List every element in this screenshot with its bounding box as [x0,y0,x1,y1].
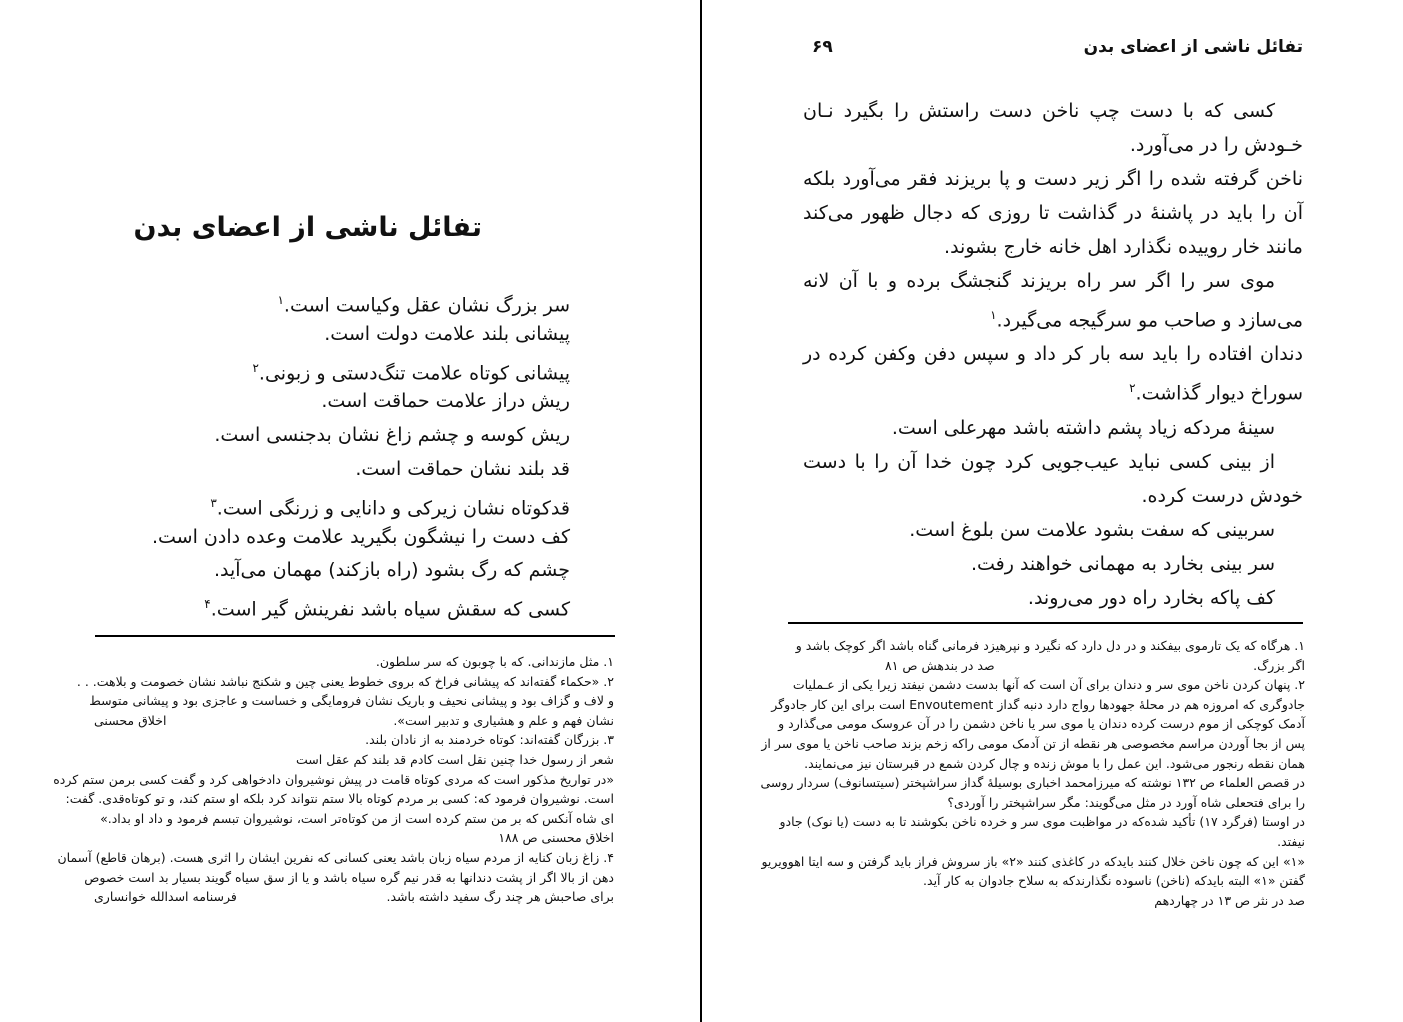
footnote-line: ۱. مثل مازندانی. که با چوبون که سر سلطون. [375,654,614,669]
body-line: کسی که سقش سیاه باشد نفرینش گیر است.$^۴$ [204,597,570,621]
footnote-line: جادوگری که امروزه هم در محلهٔ جهودها رواج دارد دنبه گداز Envoutement است برای این کار جادوگر [771,696,1305,712]
footnote-line: همان نقطه رنجور می‌شود. این عمل را با موش زنده و چال کردن شمع در قبرستان نیز می‌نمایند. [804,755,1305,771]
footnote-divider [788,622,1303,624]
body-line: کف دست را نیشگون بگیرید علامت وعده دادن است. [151,525,570,548]
body-paragraph: سربینی که سفت بشود علامت سن بلوغ است. [909,518,1275,541]
footnote-line: صد در نثر ص ۱۳ در چهاردهم [1154,892,1305,908]
right-body-text [803,94,1303,615]
right-page [702,0,1403,1022]
body-paragraph: دندان افتاده را باید سه بار کر داد و سپس دفن وکفن کرده در سوراخ دیوار گذاشت.$^۲$ [803,343,1303,405]
right-footnotes [760,636,1305,910]
left-page [0,0,700,1022]
footnote-line: در قصص العلماء ص ۱۳۲ نوشته که میرزامحمد اخباری بوسیلهٔ گداز سراشپختر (سیتسانوف) سردار روسی [760,775,1305,791]
body-line: قد بلند نشان حماقت است. [355,457,570,480]
footnote-line: گفتن «۱» البته بایدکه (ناخن) ناسوده نگذارندکه به سلاح جادوان به کار آید. [923,873,1305,889]
footnote-line: آدمک کوچکی از موم درست کرده دندان یا موی سر یا ناخن دشمن را در آن عروسک مومی می‌گذارد و [778,716,1305,732]
footnote-line: و لاف و گزاف بود و پیشانی نحیف و باریک نشان فرومایگی و خساست و عاجزی بود و پیشانی متوسط [89,693,614,709]
footnote-line: ۲. پنهان کردن ناخن موی سر و دندان برای آن است که آنها بدست دشمن نیفتد زیرا یکی از عـملیات [792,677,1305,693]
body-line: ریش کوسه و چشم زاغ نشان بدجنسی است. [214,424,570,447]
page-number: ۶۹ [812,37,833,57]
body-line: پیشانی کوتاه علامت تنگ‌دستی و زبونی.$^۲$ [252,360,570,384]
footnote-source: فرسنامه اسدالله خوانساری [94,889,237,905]
body-paragraph: کسی که با دست چپ ناخن دست راستش را بگیرد نـان خـودش را در می‌آورد. [803,100,1303,156]
footnote-line: دهن از بالا اگر از پشت دندانها به قدر نیم گره سیاه باشد و یا از سق سیاه گویند بسیار بد است خصوص [84,869,614,885]
footnote-line: ۳. بزرگان گفته‌اند: کوتاه خردمند به از نادان بلند. [365,732,614,748]
footnote-source: صد در بندهش ص ۸۱ [885,657,995,673]
footnote-line: نیفتد. [1277,833,1305,849]
footnote-line: ای شاه آنکس که بر من ستم کرده است از من کوتاه‌تر است، نوشیروان تبسم فرمود و داد او بداد.» [100,810,614,826]
footnote-line: ۲. «حکماء گفته‌اند که پیشانی فراخ که بروی خطوط یعنی چین و شکنج نباشد نشان خصومت و بلاهت. . . [76,673,614,689]
footnote-line: پس از بجا آوردن مراسم مخصوصی هر نقطه از تن آدمک مومی راکه زخم بزند صاحب ناخن یا موی سر از [761,735,1305,751]
body-paragraph: سر بینی بخارد به مهمانی خواهند رفت. [970,552,1275,575]
body-paragraph: موی سر را اگر سر راه بریزند گنجشگ برده و با آن لانه می‌سازد و صاحب مو سرگیجه می‌گیرد.$^۱$ [803,270,1303,332]
footnote-line: شعر از رسول خدا چنین نقل است کادم قد بلند کم عقل است [296,751,614,767]
chapter-title: تفائل ناشی از اعضای بدن [133,212,482,243]
left-footnotes [53,652,614,907]
footnote-line: در اوستا (فرگرد ۱۷) تأکید شده‌که در مواظبت موی سر و خرده ناخن بکوشند تا به دست (یا نوک) جادو [779,814,1305,830]
body-line: سر بزرگ نشان عقل وکیاست است.$^۱$ [277,293,570,317]
footnote-line: ۴. زاغ زبان کنایه از مردم سیاه زبان باشد یعنی کسانی که نفرین ایشان را اثری هست. (برهان قاطع) آسمان [57,849,614,865]
body-paragraph: از بینی کسی نباید عیب‌جویی کرد چون خدا آن را با دست خودش درست کرده. [803,450,1303,507]
footnote-line: اخلاق محسنی ص ۱۸۸ [498,830,614,846]
footnote-line: اگر بزرگ. صد در بندهش ص ۸۱ [795,656,1305,676]
footnote-source: اخلاق محسنی [94,712,167,728]
body-line: قدکوتاه نشان زیرکی و دانایی و زرنگی است.$^۳$ [210,495,570,520]
body-line: چشم که رگ بشود (راه بازکند) مهمان می‌آید. [213,559,570,582]
running-header [812,37,1303,61]
footnote-divider [95,635,615,637]
footnote-line: نشان فهم و علم و هشیاری و تدبیر است». اخلاق محسنی [94,711,614,731]
body-paragraph: ناخن گرفته شده را اگر زیر دست و پا بریزند فقر می‌آورد بلکه آن را باید در پاشنهٔ در گذاشت تا روزی که دجال ظهور می‌کند مانند خار روییده نگذارد اهل خانه خارج بشوند. [803,168,1303,258]
footnote-line: است. نوشیروان فرمود که: کسی بر مردم کوتاه بالا ستم نتواند کرد بلکه او ستم کند، و تو کوتاه‌قدی. گفت: [65,791,614,807]
footnote-line: «۱» این که چون ناخن خلال کنند بایدکه در کاغذی کنند «۲» باز سروش فراز باید گرفتن و سه ایتا اهوویریو [761,853,1305,869]
body-paragraph: کف پاکه بخارد راه دور می‌روند. [1027,586,1275,609]
footnote-line: را برای فتحعلی شاه آورد در مثل می‌گویند: مگر سراشپختر را آوردی؟ [947,794,1305,810]
footnote-line: برای صاحبش هر چند رگ سفید داشته باشد. فرسنامه اسدالله خوانساری [94,887,614,907]
footnote-line: «در تواریخ مذکور است که مردی کوتاه قامت در پیش نوشیروان دادخواهی کرد و گفت کسی برمن ستم کرده [53,771,614,787]
body-line: پیشانی بلند علامت دولت است. [324,322,570,345]
running-title: تفائل ناشی از اعضای بدن [1083,37,1303,57]
body-paragraph: سینهٔ مردکه زیاد پشم داشته باشد مهرعلی است. [891,416,1275,439]
body-line: ریش دراز علامت حماقت است. [321,390,570,413]
left-body-text [90,284,570,622]
footnote-line: ۱. هرگاه که یک تارموی بیفکند و در دل دارد که نگیرد و نپرهیزد فرمانی گناه باشد اگر کوچک باشد و [795,638,1305,653]
